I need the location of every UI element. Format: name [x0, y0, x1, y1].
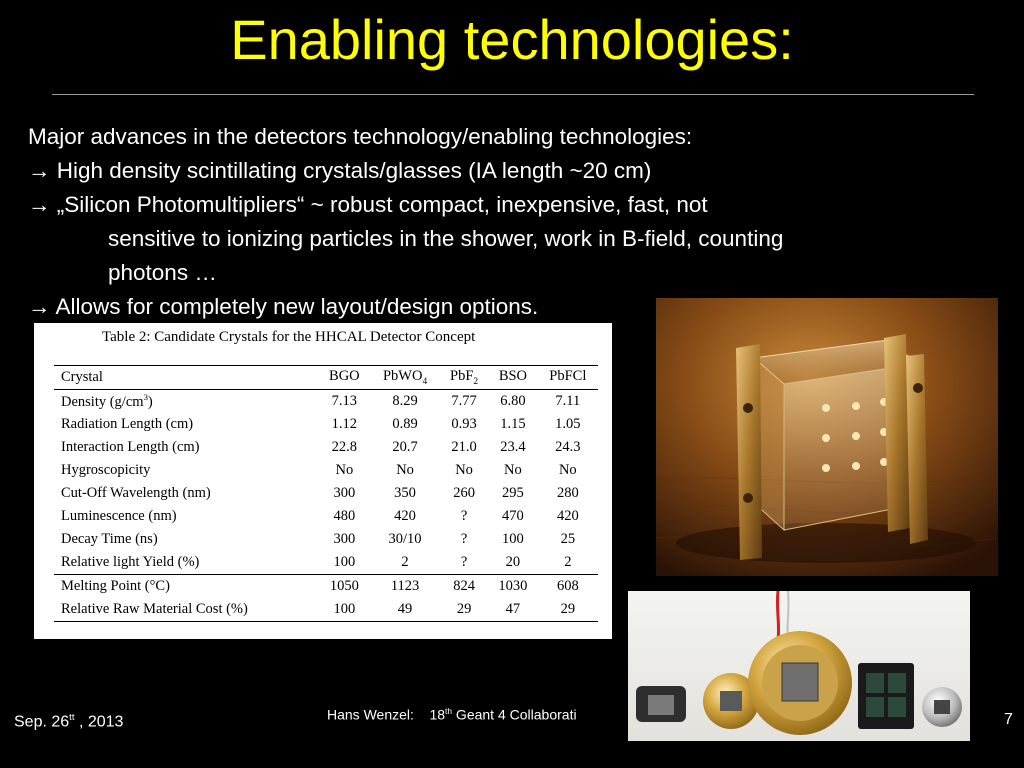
table-cell: 100 [333, 601, 356, 617]
table-row [54, 482, 598, 505]
presenter-name: Hans Wenzel: [327, 706, 414, 723]
row-label: Radiation Length (cm) [61, 416, 194, 432]
page-number: 7 [1004, 711, 1013, 728]
header-crystal: Crystal [61, 369, 103, 385]
table-cell: 0.89 [392, 416, 418, 432]
table-cell: 608 [556, 578, 579, 594]
header-col: PbF$_2$ [450, 368, 479, 387]
table-cell: No [558, 462, 577, 478]
table-cell: No [504, 462, 522, 478]
table-header-row [54, 366, 598, 390]
bullet-crystals: → High density scintillating crystals/glasses (IA length ~20 cm) [28, 158, 652, 183]
header-col: PbFCl [549, 368, 587, 385]
table-cell: 30/10 [388, 531, 422, 547]
row-label: Melting Point (°C) [61, 578, 170, 594]
photodetector-packages-photo [628, 591, 970, 741]
table-row [54, 436, 598, 459]
table-cell: 47 [505, 601, 521, 617]
table-cell: 420 [394, 508, 416, 524]
table-cell: 21.0 [451, 439, 477, 455]
table-cell: 2 [564, 554, 572, 570]
table-cell: 20.7 [392, 439, 418, 455]
slide-title: Enabling technologies: [230, 8, 794, 71]
table-cell: 480 [333, 508, 356, 524]
row-label: Luminescence (nm) [61, 508, 177, 524]
table-cell: 23.4 [500, 439, 526, 455]
table-cell: No [396, 462, 414, 478]
header-col: BGO [329, 368, 360, 385]
table-cell: 29 [456, 601, 472, 617]
table-cell: 1123 [390, 578, 420, 594]
table-cell: 824 [453, 578, 475, 594]
table-cell: 29 [560, 601, 576, 617]
table-row [54, 598, 598, 622]
table-cell: 20 [505, 554, 521, 570]
table-cell: 1.12 [331, 416, 358, 432]
table-cell: 260 [453, 485, 475, 501]
table-cell: No [335, 462, 354, 478]
table-cell: ? [460, 508, 468, 524]
footer-presenter: Hans Wenzel: 18th Geant 4 Collaborati [327, 706, 577, 723]
bullet-sipm-cont-1: sensitive to ionizing particles in the shower, work in B-field, counting [108, 226, 784, 251]
table-cell: 49 [397, 601, 413, 617]
table-cell: 22.8 [331, 439, 358, 455]
table-cell: ? [460, 531, 468, 547]
table-caption: Table 2: Candidate Crystals for the HHCAL Detector Concept [102, 329, 476, 345]
row-label: Hygroscopicity [61, 462, 151, 478]
table-row [54, 528, 598, 551]
table-cell: 470 [502, 508, 524, 524]
table-cell: No [455, 462, 473, 478]
row-label: Cut-Off Wavelength (nm) [61, 485, 211, 501]
table-cell: 420 [556, 508, 579, 524]
footer-date: Sep. $26^{tt}$ , 2013 [14, 712, 124, 731]
table-cell: 300 [333, 485, 356, 501]
crystal-table-image [34, 323, 612, 639]
table-cell: 8.29 [392, 393, 418, 409]
table-cell: 7.77 [451, 393, 477, 409]
crystal-table [54, 365, 598, 622]
table-cell: 24.3 [555, 439, 581, 455]
row-label: Interaction Length (cm) [61, 439, 200, 455]
bullet-intro: Major advances in the detectors technology/enabling technologies: [28, 124, 693, 149]
table-cell: 1.15 [500, 416, 526, 432]
table-cell: 25 [560, 531, 576, 547]
bullet-sipm: → „Silicon Photomultipliers“ ~ robust compact, inexpensive, fast, not [28, 192, 708, 217]
crystal-prototype-photo [656, 298, 998, 576]
table-cell: 350 [394, 485, 416, 501]
table-cell: 6.80 [500, 393, 526, 409]
bullet-list [28, 120, 988, 324]
row-label: Density $(g/cm^3)$ [61, 392, 153, 410]
table-row [54, 459, 598, 482]
table-cell: 7.11 [555, 393, 581, 409]
row-label: Relative light Yield (%) [61, 554, 200, 570]
table-cell: 0.93 [451, 416, 477, 432]
header-col: BSO [498, 368, 528, 385]
table-row [54, 505, 598, 528]
table-cell: 280 [556, 485, 579, 501]
table-cell: 300 [333, 531, 356, 547]
row-label: Relative Raw Material Cost (%) [61, 601, 248, 617]
table-cell: ? [460, 554, 468, 570]
table-row [54, 390, 598, 414]
title-divider [52, 94, 974, 95]
table-cell: 100 [333, 554, 356, 570]
table-cell: 1050 [329, 578, 359, 594]
table-cell: 7.13 [331, 393, 358, 409]
table-row [54, 551, 598, 575]
bullet-layout: → Allows for completely new layout/design options. [28, 294, 539, 319]
table-row [54, 575, 598, 599]
bullet-sipm-cont-2: photons … [108, 260, 217, 285]
table-cell: 1.05 [555, 416, 581, 432]
table-cell: 100 [502, 531, 524, 547]
table-cell: 295 [502, 485, 524, 501]
table-cell: 1030 [498, 578, 528, 594]
row-label: Decay Time (ns) [61, 531, 158, 547]
table-row [54, 413, 598, 436]
header-col: PbWO$_4$ [382, 368, 428, 387]
table-cell: 2 [401, 554, 409, 570]
